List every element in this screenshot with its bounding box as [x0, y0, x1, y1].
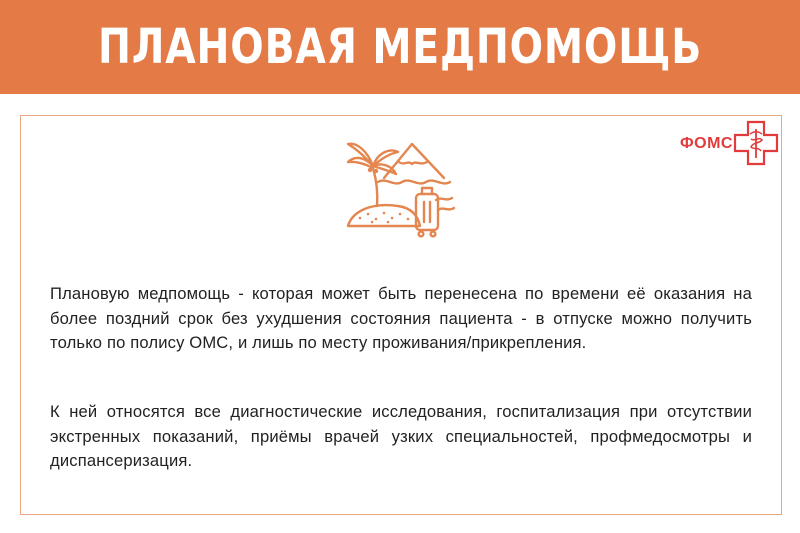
logo-text: ФОМС [680, 135, 733, 152]
paragraph-services-list: К ней относятся все диагностические исследования, госпитализация при отсутствии экстренных показаний, приёмы врачей узких специальностей, профмедосмотры и диспансеризация. [50, 402, 752, 470]
paragraph-planned-care: Плановую медпомощь - которая может быть перенесена по времени её оказания на более поздний срок без ухудшения состояния пациента - в отпуске можно получить только по полису ОМС, и лишь по месту проживания/прикрепления. [50, 284, 752, 352]
medical-cross-icon [733, 120, 779, 166]
page-title: ПЛАНОВАЯ МЕДПОМОЩЬ [97, 19, 703, 75]
beach-vacation-icon [340, 130, 465, 245]
foms-logo [680, 118, 785, 170]
header-banner [0, 0, 800, 94]
